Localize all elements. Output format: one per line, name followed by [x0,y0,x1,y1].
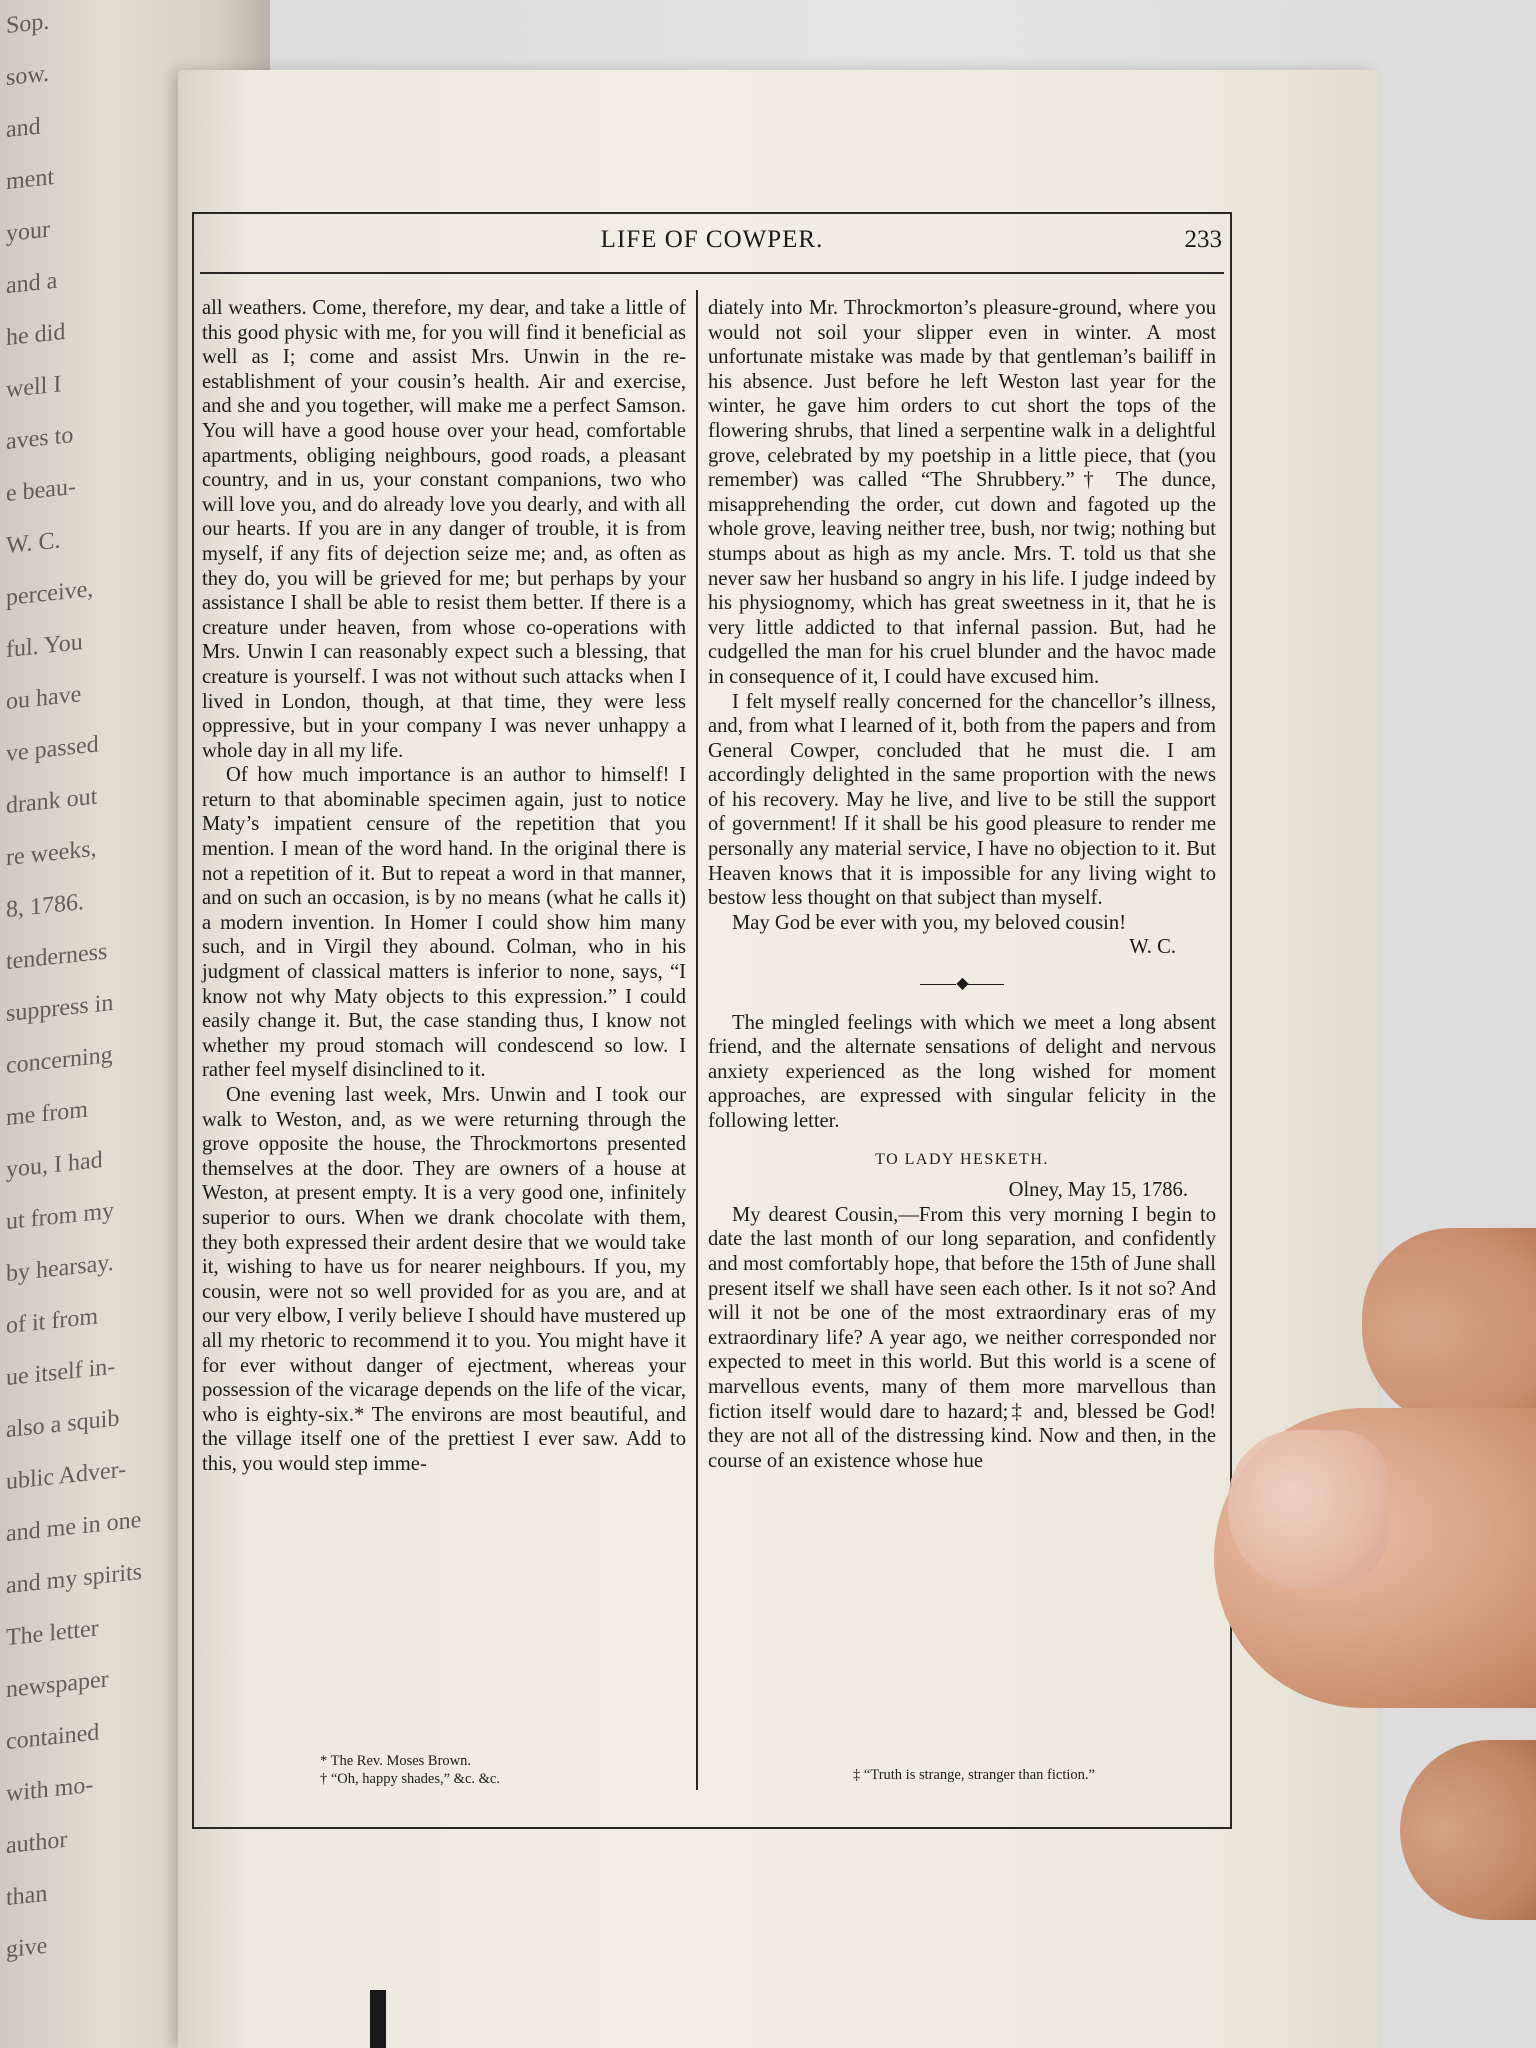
facing-page-line: your [6,216,50,248]
closing-line: May God be ever with you, my beloved cousin! [732,911,1127,934]
narrative-paragraph: The mingled feelings with which we meet a long absent friend, and the alternate sensations of delight and nervous anxiety experienced as the long wished for moment approaches, are expressed with singular felicity in the following letter. [708,1011,1216,1132]
facing-page-line: and me in one [6,1506,142,1548]
section-ornament: ◆ [708,972,1216,997]
facing-page-line: ou have [6,681,82,716]
running-title: LIFE OF COWPER. [600,226,824,253]
holding-finger [1362,1228,1536,1428]
facing-page-line: ful. You [6,629,83,664]
facing-page-line: well I [6,371,62,404]
facing-page-line: than [6,1880,48,1912]
facing-page-line: he did [6,318,66,352]
footnote-right: ‡ “Truth is strange, stranger than fiction.” [853,1767,1095,1783]
holding-finger-lower [1400,1740,1536,1920]
facing-page-line: and a [6,267,58,300]
facing-page-line: of it from [6,1303,98,1340]
thumb-nail [1228,1430,1388,1590]
facing-page-line: newspaper [6,1666,109,1704]
facing-page-line: author [6,1826,68,1860]
facing-page-line: ve passed [6,731,99,768]
facing-page-line: re weeks, [6,835,97,872]
footnote: * The Rev. Moses Brown. [320,1753,472,1769]
facing-page-line: contained [6,1719,100,1756]
letter-dateline: Olney, May 15, 1786. [1008,1179,1188,1202]
facing-page-line: e beau- [6,473,76,508]
facing-page-line: The letter [6,1615,99,1652]
facing-page-line: with mo- [6,1771,94,1808]
facing-page-line: concerning [6,1041,113,1080]
facing-page-line: 8, 1786. [6,888,84,924]
facing-page-line: ublic Adver- [6,1456,127,1496]
facing-page-line: give [6,1932,48,1964]
running-head [192,226,1232,266]
facing-page-line: you, I had [6,1146,103,1184]
facing-page-line: me from [6,1096,88,1132]
facing-page-line: sow. [6,59,56,92]
facing-page-line: perceive, [6,575,94,612]
column-divider [696,290,698,1790]
facing-page-line: and my spirits [6,1558,142,1600]
letter-body: My dearest Cousin,—From this very morning I begin to date the last month of our long separation, and confidently and most comfortably hope, that before the 15th of June shall present itself we shall have seen each other. Is it not so? And will it not be one of the most extraordinary eras of my extraordinary life? A year ago, we neither corresponded nor expected to meet in this world. But this world is a scene of marvellous events, many of them more marvellous than fiction itself would dare to hazard;‡ and, blessed be God! they are not all of the distressing kind. Now and then, in the course of an existence whose hue [708,1203,1216,1472]
facing-page-line: ment [6,164,54,196]
facing-page-line: ue itself in- [6,1353,116,1392]
facing-page-line: suppress in [6,989,114,1028]
paragraph: Of how much importance is an author to himself! I return to that abominable specimen again, just to notice Maty’s impatient censure of the repetition that you mention. I mean of the word hand. In the original there is not a repetition of it. But to repeat a word in that manner, and on such an occasion, is by no means (what he calls it) a modern invention. In Homer I could show him many such, and in Virgil they abound. Colman, who in his judgment of classical matters is inferior to none, says, “I know not why Maty objects to this expression.” I could easily change it. But, the case standing thus, I know not whether my proud stomach will condescend so low. I rather feel myself disinclined to it. [202,764,686,1082]
paragraph: One evening last week, Mrs. Unwin and I took our walk to Weston, and, as we were returning through the grove opposite the house, the Throckmortons presented themselves at the door. They are owners of a house at Weston, at present empty. It is a very good one, infinitely superior to ours. When we drank chocolate with them, they both expressed their ardent desire that we would take it, wishing to have us for nearer neighbours. If you, my cousin, were not so well provided for as you are, and at our very elbow, I verily believe I should have mustered up all my rhetoric to recommend it to you. You might have it for ever without danger of ejectment, whereas your possession of the vicarage depends on the life of the vicar, who is eighty-six.* The environs are most beautiful, and the village itself one of the prettiest I ever saw. Add to this, you would step imme- [202,1084,686,1475]
paragraph: diately into Mr. Throckmorton’s pleasure-ground, where you would not soil your slipper even in winter. A most unfortunate mistake was made by that gentleman’s bailiff in his absence. Just before he left Weston last year for the winter, he gave him orders to cut short the tops of the flowering shrubs, that lined a serpentine walk in a delightful grove, celebrated by my poetship in a little piece, that (you remember) was called “The Shrubbery.”† The dunce, misapprehending the order, cut down and fagoted up the whole grove, leaving neither tree, bush, nor twig; nothing but stumps about as high as my ancle. Mrs. T. told us that she never saw her husband so angry in his life. I judge indeed by his physiognomy, which has great sweetness in it, that he is very little addicted to that infernal passion. But, had he cudgelled the man for his cruel blunder and the havoc made in consequence of it, I could have excused him. [708,297,1216,688]
facing-page-line: W. C. [6,527,61,560]
paragraph: I felt myself really concerned for the chancellor’s illness, and, from what I learned of it, both from the papers and from General Cowper, concluded that he must die. I am accordingly delighted in the same proportion with the news of his recovery. May he live, and live to be still the support of government! If it shall be his good pleasure to render me personally any material service, I have no objection to it. But Heaven knows that it is impossible for any living wight to bestow less thought on that subject than myself. [708,690,1216,910]
facing-page-line: ut from my [6,1197,114,1236]
ribbon-bookmark [370,1990,386,2048]
page-number: 233 [1184,226,1222,253]
signature: W. C. [1129,936,1176,959]
left-column [202,296,686,1477]
facing-page-line: by hearsay. [6,1249,114,1288]
letter-heading: TO LADY HESKETH. [875,1150,1049,1168]
facing-page-line: aves to [6,422,74,456]
footnotes-left [320,1752,680,1788]
paragraph: all weathers. Come, therefore, my dear, and take a little of this good physic with me, for you will find it beneficial as well as I; come and assist Mrs. Unwin in the re-establishment of your cousin’s health. Air and exercise, and she and you together, will make me a perfect Samson. You will have a good house over your head, comfortable apartments, obliging neighbours, good roads, a pleasant country, and in us, your constant companions, two who will love you, and do already love you dearly, and with all our hearts. If you are in any danger of trouble, it is from myself, if any fits of dejection seize me; and, as often as they do, you will be grieved for me; but perhaps by your assistance I shall be able to resist them better. If there is a creature under heaven, from whose co-operations with Mrs. Unwin I can reasonably expect such a blessing, that creature is yourself. I was not without such attacks when I lived in London, though, at that time, they were less oppressive, but in your company I was never unhappy a whole day in all my life. [202,297,686,762]
facing-page-line: drank out [6,783,98,820]
right-column [708,296,1216,1473]
facing-page-line: Sop. [6,7,56,40]
header-rule [200,272,1224,274]
facing-page-line: tenderness [6,938,108,976]
facing-page-line: also a squib [6,1405,120,1444]
facing-page-line: and [6,112,47,144]
signoff [708,935,1216,960]
footnote: † “Oh, happy shades,” &c. &c. [320,1771,500,1787]
